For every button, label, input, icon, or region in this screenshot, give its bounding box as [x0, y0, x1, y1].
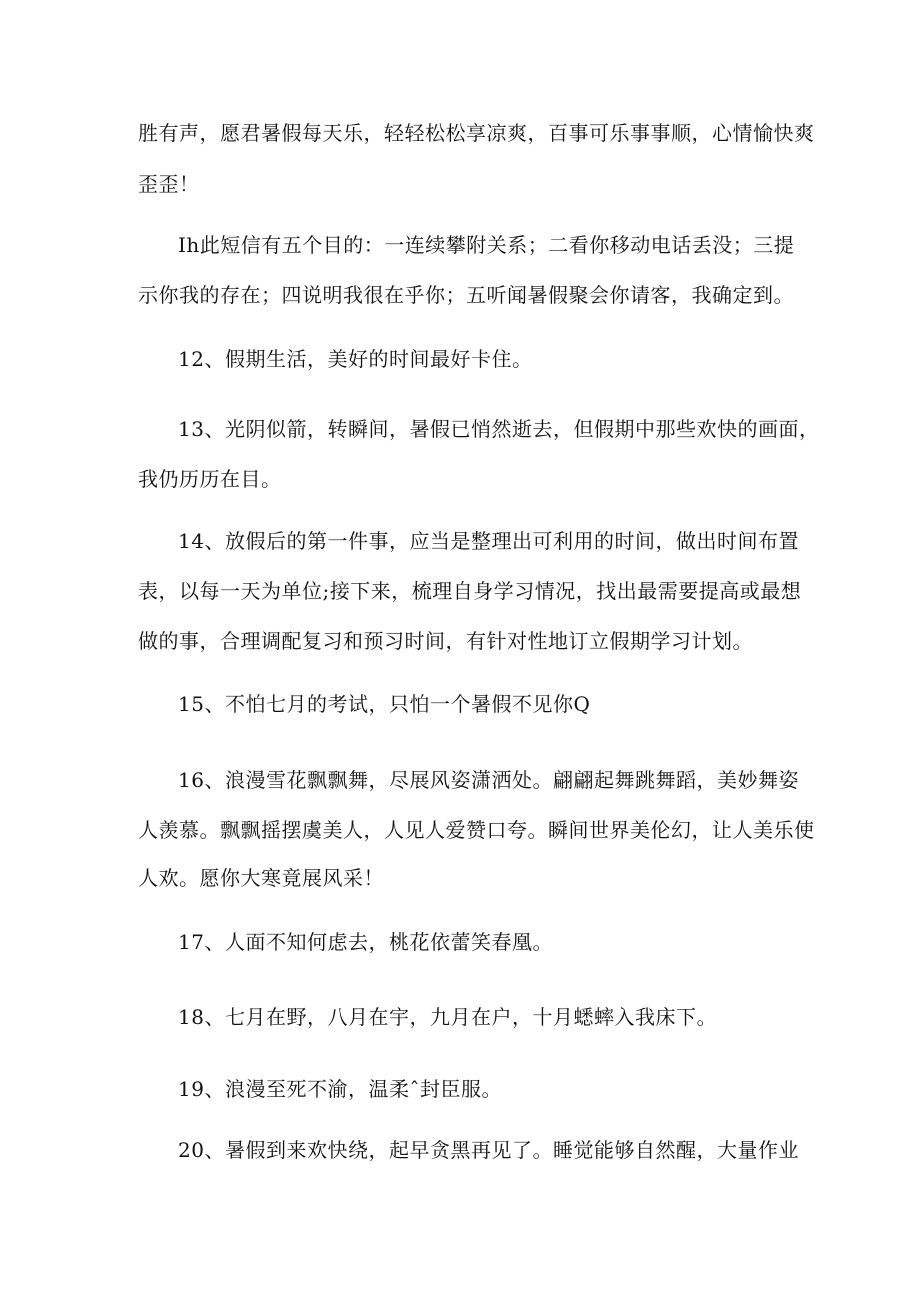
text-line: Ih此短信有五个目的：一连续攀附关系；二看你移动电话丢没；三提: [178, 233, 795, 257]
text-line: 15、不怕七月的考试，只怕一个暑假不见你Q: [178, 692, 591, 716]
text-line: 19、浪漫至死不渝，温柔ˆ封臣服。: [178, 1077, 502, 1101]
text-line: 17、人面不知何虑去，桃花依蕾笑春凰。: [178, 930, 553, 954]
text-line: 表，以每一天为单位;接下来，梳理自身学习情况，找出最需要提高或最想: [138, 579, 802, 603]
text-line: 13、光阴似箭，转瞬间，暑假已悄然逝去，但假期中那些欢快的画面，: [178, 417, 820, 441]
text-line: 做的事，合理调配复习和预习时间，有针对性地订立假期学习计划。: [138, 629, 753, 653]
text-line: 18、七月在野，八月在宇，九月在户，十月蟋蟀入我床下。: [178, 1005, 717, 1029]
text-line: 我仍历历在目。: [138, 467, 282, 491]
text-line: 14、放假后的第一件事，应当是整理出可利用的时间，做出时间布置: [178, 529, 799, 553]
text-line: 12、假期生活，美好的时间最好卡住。: [178, 347, 533, 371]
text-line: 人羡慕。飘飘摇摆虞美人，人见人爱赞口夸。瞬间世界美伦幻，让人美乐使: [138, 818, 815, 842]
text-line: 歪歪！: [138, 172, 200, 196]
text-line: 20、暑假到来欢快绕，起早贪黑再见了。睡觉能够自然醒，大量作业: [178, 1138, 799, 1162]
text-line: 示你我的存在；四说明我很在乎你；五听闻暑假聚会你请客，我确定到。: [138, 283, 794, 307]
text-line: 胜有声，愿君暑假每天乐，轻轻松松享凉爽，百事可乐事事顺，心情愉快爽: [138, 121, 815, 145]
text-line: 16、浪漫雪花飘飘舞，尽展风姿潇洒处。翩翩起舞跳舞蹈，美妙舞姿: [178, 768, 799, 792]
text-line: 人欢。愿你大寒竟展风采！: [138, 866, 384, 890]
